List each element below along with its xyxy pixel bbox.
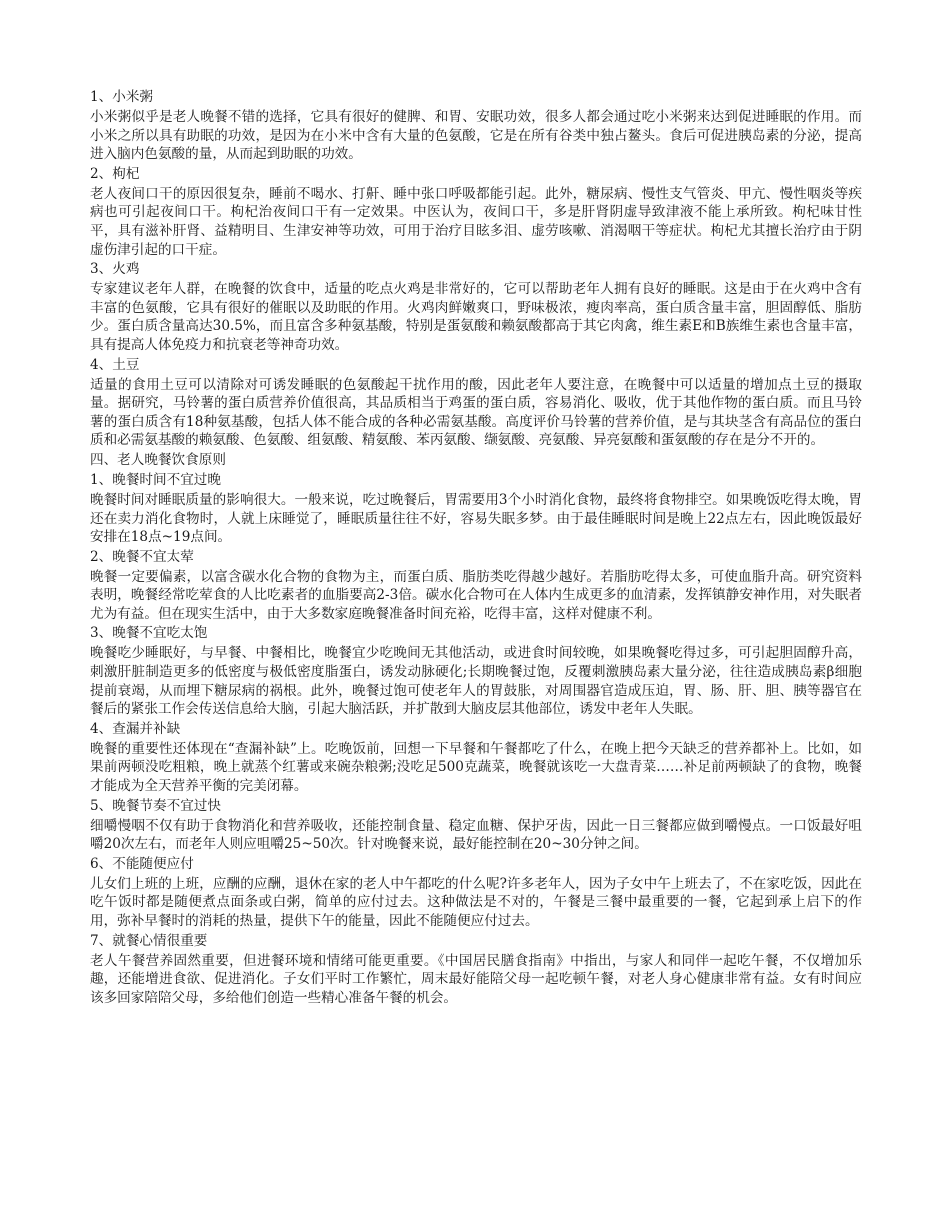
section-heading-tudou: 4、土豆	[90, 356, 140, 373]
paragraph-dinner-time: 晚餐时间对睡眠质量的影响很大。一般来说，吃过晚餐后，胃需要用3个小时消化食物，最终将食物排空。如果晚饭吃得太晚，胃还在卖力消化食物时，人就上床睡觉了，睡眠质量往往不好，容易失眠多梦。由于最佳睡眠时间是晚上22点左右，因此晚饭最好安排在18点~19点间。	[90, 491, 862, 546]
paragraph-not-too-full: 晚餐吃少睡眠好，与早餐、中餐相比，晚餐宜少吃晚间无其他活动，或进食时间较晚，如果晚餐吃得过多，可引起胆固醇升高，刺激肝脏制造更多的低密度与极低密度脂蛋白，诱发动脉硬化;长期晚餐过饱，反覆刺激胰岛素大量分泌，往往造成胰岛素β细胞提前衰竭，从而埋下糖尿病的祸根。此外，晚餐过饱可使老年人的胃鼓胀，对周围器官造成压迫，胃、肠、肝、胆、胰等器官在餐后的紧张工作会传送信息给大脑，引起大脑活跃，并扩散到大脑皮层其他部位，诱发中老年人失眠。	[90, 645, 862, 718]
section-heading-gouqi: 2、枸杞	[90, 165, 140, 182]
document-body	[90, 88, 862, 1008]
section-heading-fill-gaps: 4、查漏并补缺	[90, 720, 181, 737]
paragraph-gouqi: 老人夜间口干的原因很复杂，睡前不喝水、打鼾、睡中张口呼吸都能引起。此外，糖尿病、慢性支气管炎、甲亢、慢性咽炎等疾病也可引起夜间口干。枸杞治夜间口干有一定效果。中医认为，夜间口干，多是肝肾阴虚导致津液不能上承所致。枸杞味甘性平，具有滋补肝肾、益精明目、生津安神等功效，可用于治疗目眩多泪、虚劳咳嗽、消渴咽干等症状。枸杞尤其擅长治疗由于阴虚伤津引起的口干症。	[90, 185, 862, 258]
section-heading-not-too-full: 3、晚餐不宜吃太饱	[90, 625, 208, 642]
chapter-heading-dinner-principles: 四、老人晚餐饮食原则	[90, 451, 226, 468]
section-heading-dinner-time: 1、晚餐时间不宜过晚	[90, 471, 221, 488]
paragraph-eating-pace: 细嚼慢咽不仅有助于食物消化和营养吸收，还能控制食量、稳定血糖、保护牙齿，因此一日三餐都应做到嚼慢点。一口饭最好咀嚼20次左右，而老年人则应咀嚼25~50次。针对晚餐来说，最好能控制在20~30分钟之间。	[90, 817, 862, 853]
section-heading-huoji: 3、火鸡	[90, 261, 140, 278]
section-heading-eating-pace: 5、晚餐节奏不宜过快	[90, 797, 221, 814]
paragraph-dining-mood: 老人午餐营养固然重要，但进餐环境和情绪可能更重要。《中国居民膳食指南》中指出，与家人和同伴一起吃午餐，不仅增加乐趣，还能增进食欲、促进消化。子女们平时工作繁忙，周末最好能陪父母一起吃顿午餐，对老人身心健康非常有益。女有时间应该多回家陪陪父母，多给他们创造一些精心准备午餐的机会。	[90, 952, 862, 1006]
section-heading-not-too-meaty: 2、晚餐不宜太荤	[90, 548, 194, 565]
section-heading-dining-mood: 7、就餐心情很重要	[90, 932, 208, 949]
paragraph-xiaomi-zhou: 小米粥似乎是老人晚餐不错的选择，它具有很好的健脾、和胃、安眠功效，很多人都会通过吃小米粥来达到促进睡眠的作用。而小米之所以具有助眠的功效，是因为在小米中含有大量的色氨酸，它是在所有谷类中独占鳌头。食后可促进胰岛素的分泌，提高进入脑内色氨酸的量，从而起到助眠的功效。	[90, 109, 862, 163]
section-heading-xiaomi-zhou: 1、小米粥	[90, 89, 154, 105]
paragraph-fill-gaps: 晚餐的重要性还体现在“查漏补缺”上。吃晚饭前，回想一下早餐和午餐都吃了什么，在晚上把今天缺乏的营养都补上。比如，如果前两顿没吃粗粮，晚上就蒸个红薯或来碗杂粮粥;没吃足500克蔬菜，晚餐就该吃一大盘青菜……补足前两顿缺了的食物，晚餐才能成为全天营养平衡的完美闭幕。	[90, 740, 862, 795]
paragraph-no-perfunctory: 儿女们上班的上班，应酬的应酬，退休在家的老人中午都吃的什么呢?许多老年人，因为子女中午上班去了，不在家吃饭，因此在吃午饭时都是随便煮点面条或白粥，简单的应付过去。这种做法是不对的，午餐是三餐中最重要的一餐，它起到承上启下的作用，弥补早餐时的消耗的热量，提供下午的能量，因此不能随便应付过去。	[90, 875, 862, 929]
paragraph-huoji: 专家建议老年人群，在晚餐的饮食中，适量的吃点火鸡是非常好的，它可以帮助老年人拥有良好的睡眠。这是由于在火鸡中含有丰富的色氨酸，它具有很好的催眠以及助眠的作用。火鸡肉鲜嫩爽口，野味极浓，瘦肉率高，蛋白质含量丰富，胆固醇低、脂肪少。蛋白质含量高达30.5%，而且富含多种氨基酸，特别是蛋氨酸和赖氨酸都高于其它肉禽，维生素E和B族维生素也含量丰富，具有提高人体免疫力和抗衰老等神奇功效。	[90, 281, 862, 353]
paragraph-not-too-meaty: 晚餐一定要偏素，以富含碳水化合物的食物为主，而蛋白质、脂肪类吃得越少越好。若脂肪吃得太多，可使血脂升高。研究资料表明，晚餐经常吃荤食的人比吃素者的血脂要高2-3倍。碳水化合物可在人体内生成更多的血清素，发挥镇静安神作用，对失眠者尤为有益。但在现实生活中，由于大多数家庭晚餐准备时间充裕，吃得丰富，这样对健康不利。	[90, 568, 862, 622]
paragraph-tudou: 适量的食用土豆可以清除对可诱发睡眠的色氨酸起干扰作用的酸，因此老年人要注意，在晚餐中可以适量的增加点土豆的摄取量。据研究，马铃薯的蛋白质营养价值很高，其品质相当于鸡蛋的蛋白质，容易消化、吸收，优于其他作物的蛋白质。而且马铃薯的蛋白质含有18种氨基酸，包括人体不能合成的各种必需氨基酸。高度评价马铃薯的营养价值，是与其块茎含有高品位的蛋白质和必需氨基酸的赖氨酸、色氨酸、组氨酸、精氨酸、苯丙氨酸、缬氨酸、亮氨酸、异亮氨酸和蛋氨酸的存在是分不开的。	[90, 376, 862, 449]
section-heading-no-perfunctory: 6、不能随便应付	[90, 855, 194, 872]
